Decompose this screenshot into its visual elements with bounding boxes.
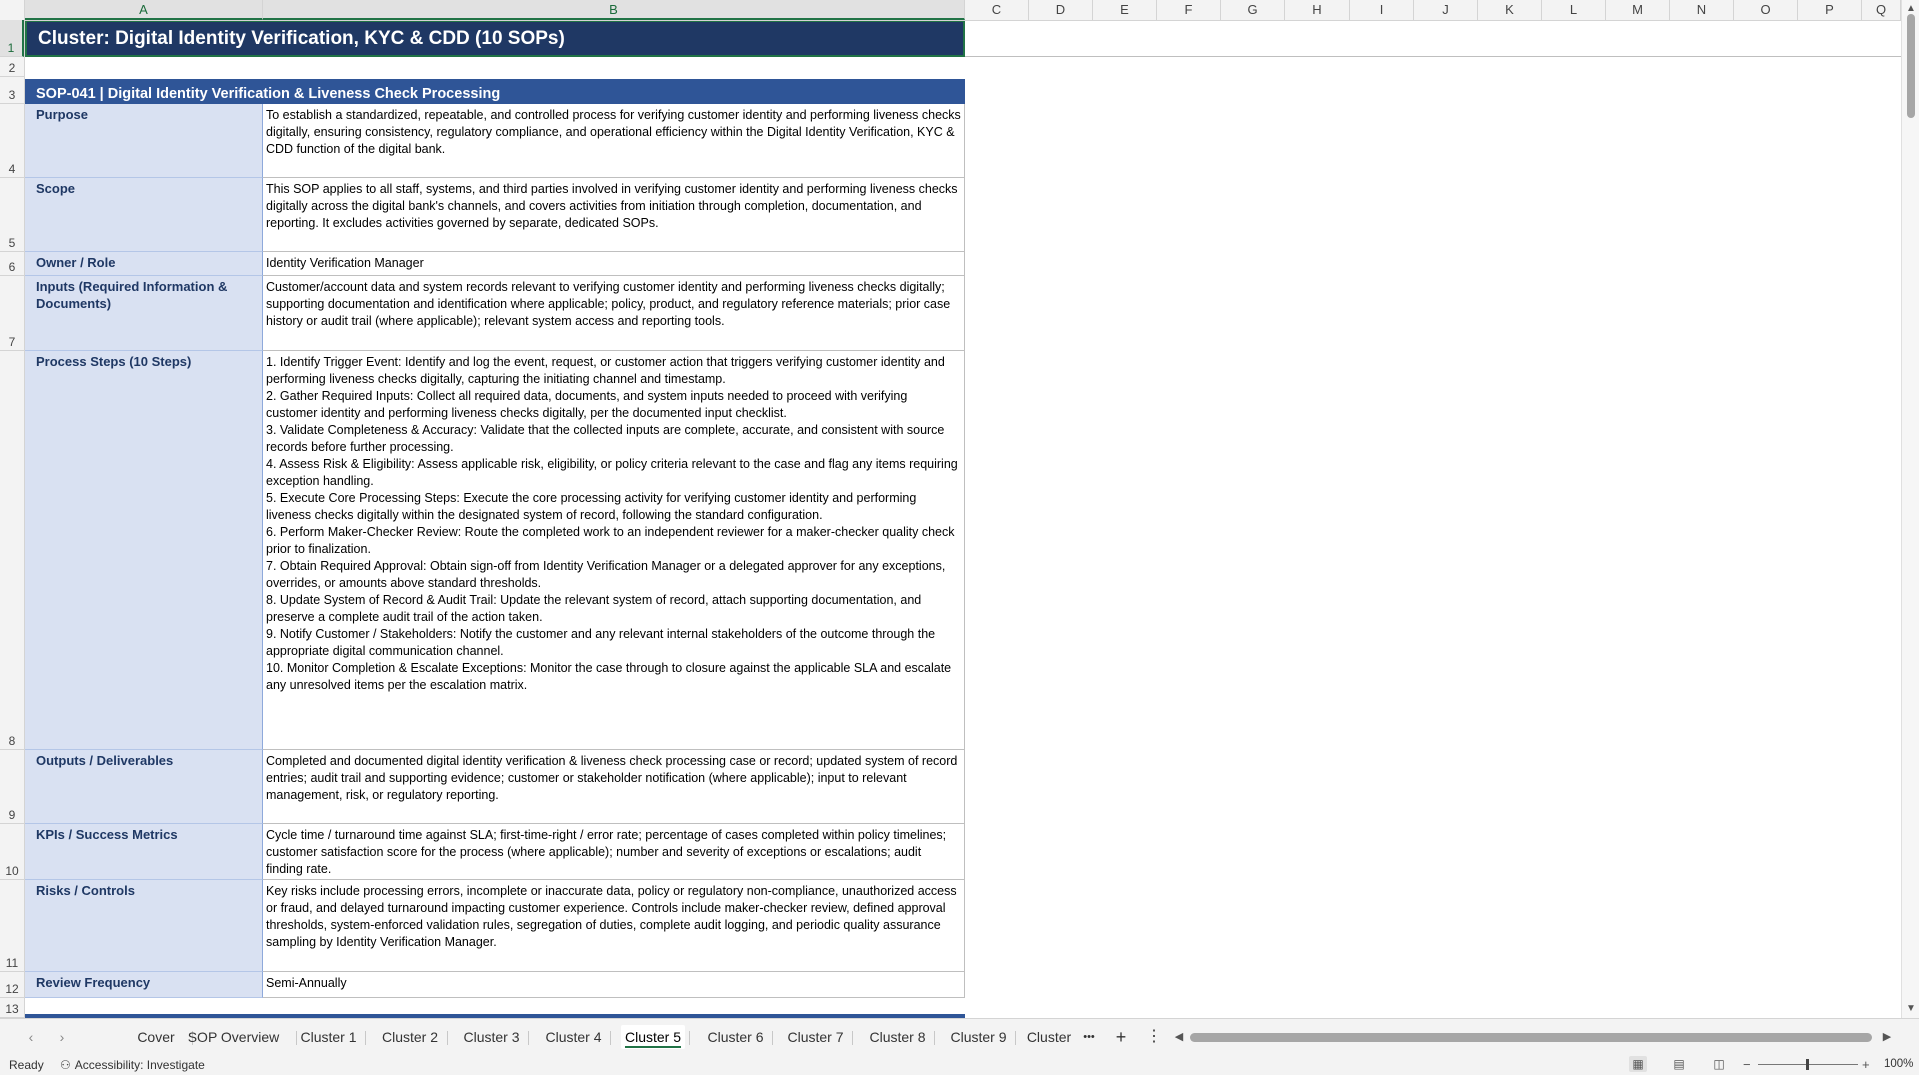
page-break-preview-icon[interactable]: ◫ <box>1713 1057 1725 1071</box>
field-value[interactable]: Customer/account data and system records relevant to verifying customer identity and performing liveness checks digitally; supporting documentation and identification where applicable; policy, product, and regulatory reference materials; prior case history or audit trail (where applicable); relevant system access and reporting tools. <box>263 276 965 351</box>
tab-separator <box>365 1031 366 1045</box>
column-header-o[interactable]: O <box>1734 0 1798 20</box>
column-header-j[interactable]: J <box>1414 0 1478 20</box>
column-header-d[interactable]: D <box>1029 0 1093 20</box>
column-header-h[interactable]: H <box>1285 0 1350 20</box>
row-header-1[interactable]: 1 <box>0 20 24 57</box>
row-header-2[interactable]: 2 <box>0 57 24 77</box>
column-header-n[interactable]: N <box>1670 0 1734 20</box>
tab-separator <box>934 1031 935 1045</box>
more-sheets-icon[interactable]: ••• <box>1083 1031 1095 1043</box>
sheet-tab[interactable]: Cluster 4 <box>545 1029 602 1045</box>
column-header-bar <box>0 0 1901 21</box>
status-ready: Ready <box>9 1058 44 1072</box>
field-value[interactable]: Semi-Annually <box>263 972 965 998</box>
sheet-tab[interactable]: Cluster <box>1026 1029 1072 1045</box>
page-layout-view-icon[interactable]: ▤ <box>1673 1057 1685 1071</box>
row-header-7[interactable]: 7 <box>0 276 24 351</box>
tab-separator <box>689 1031 690 1045</box>
zoom-slider-knob[interactable] <box>1806 1059 1809 1070</box>
zoom-slider[interactable] <box>1758 1064 1858 1065</box>
sheet-tab[interactable]: Cluster 7 <box>787 1029 844 1045</box>
row-header-bar <box>0 20 25 1018</box>
column-header-m[interactable]: M <box>1606 0 1670 20</box>
scroll-left-icon[interactable]: ◀ <box>1174 1031 1184 1043</box>
column-header-i[interactable]: I <box>1350 0 1414 20</box>
sheet-tab[interactable]: Cluster 5 <box>621 1025 685 1049</box>
accessibility-icon: ⚇ <box>60 1058 71 1072</box>
tab-separator <box>447 1031 448 1045</box>
field-value[interactable]: Key risks include processing errors, incomplete or inaccurate data, policy or regulatory non-compliance, unauthorized access or fraud, and delayed turnaround impacting customer experience. Controls include maker-checker review, defined approval thresholds, system-enforced validation rules, segregation of duties, complete audit logging, and periodic quality assurance sampling by Identity Verification Manager. <box>263 880 965 972</box>
row-header-10[interactable]: 10 <box>0 824 24 880</box>
field-value[interactable]: 1. Identify Trigger Event: Identify and log the event, request, or customer action that triggers verifying customer identity and performing liveness checks digitally, capturing the initiating channel and timestamp. 2. Gather Required Inputs: Collect all required data, documents, and system inputs needed to proceed with verifying customer identity and performing liveness checks digitally, per the documented input checklist. 3. Validate Completeness & Accuracy: Validate that the collected inputs are complete, accurate, and consistent with source records before further processing. 4. Assess Risk & Eligibility: Assess applicable risk, eligibility, or policy criteria relevant to the case and flag any items requiring exception handling. 5. Execute Core Processing Steps: Execute the core processing activity for verifying customer identity and performing liveness checks digitally within the designated system of record, following the standard configuration. 6. Perform Maker-Checker Review: Route the completed work to an independent reviewer for a maker-checker quality check prior to finalization. 7. Obtain Required Approval: Obtain sign-off from Identity Verification Manager or a delegated approver for any exceptions, overrides, or amounts above standard thresholds. 8. Update System of Record & Audit Trail: Update the relevant system of record, attach supporting documentation, and preserve a complete audit trail of the action taken. 9. Notify Customer / Stakeholders: Notify the customer and any relevant internal stakeholders of the outcome through the appropriate digital communication channel. 10. Monitor Completion & Escalate Exceptions: Monitor the case through to closure against the applicable SLA and escalate any unresolved items per the escalation matrix. <box>263 351 965 750</box>
tab-separator <box>610 1031 611 1045</box>
sheet-tab[interactable]: SOP Overview <box>187 1029 280 1045</box>
add-sheet-icon[interactable]: + <box>1115 1027 1127 1047</box>
column-header-p[interactable]: P <box>1798 0 1862 20</box>
cluster-title-cell[interactable]: Cluster: Digital Identity Verification, KYC & CDD (10 SOPs) <box>25 21 965 57</box>
zoom-in-button[interactable]: + <box>1862 1057 1870 1072</box>
row-header-4[interactable]: 4 <box>0 104 24 178</box>
vertical-scrollbar[interactable] <box>1901 0 1919 1018</box>
row-header-11[interactable]: 11 <box>0 880 24 972</box>
column-header-q[interactable]: Q <box>1862 0 1901 20</box>
sheet-options-icon[interactable]: ⋮ <box>1146 1028 1162 1045</box>
sheet-tab[interactable]: Cluster 3 <box>463 1029 520 1045</box>
scroll-up-icon[interactable]: ▲ <box>1906 3 1916 14</box>
sheet-tab-bar <box>0 1018 1919 1056</box>
vertical-scroll-thumb[interactable] <box>1907 14 1915 118</box>
sheet-tab[interactable]: Cluster 2 <box>381 1029 439 1045</box>
scroll-right-icon[interactable]: ▶ <box>1882 1031 1892 1043</box>
row-header-3[interactable]: 3 <box>0 77 24 104</box>
field-label[interactable]: KPIs / Success Metrics <box>25 824 263 880</box>
row-header-12[interactable]: 12 <box>0 972 24 998</box>
field-label[interactable]: Risks / Controls <box>25 880 263 972</box>
accessibility-checker[interactable] <box>60 1058 205 1072</box>
accessibility-label: Accessibility: Investigate <box>74 1058 205 1072</box>
row-header-9[interactable]: 9 <box>0 750 24 824</box>
column-header-e[interactable]: E <box>1093 0 1157 20</box>
status-bar <box>0 1055 1919 1075</box>
sheet-grid[interactable] <box>25 21 1901 1018</box>
field-label[interactable]: Process Steps (10 Steps) <box>25 351 263 750</box>
field-label[interactable]: Purpose <box>25 104 263 178</box>
sheet-tab[interactable]: Cluster 6 <box>707 1029 764 1045</box>
sop-header-cell[interactable]: SOP-041 | Digital Identity Verification & Liveness Check Processing <box>25 79 965 104</box>
tab-separator <box>528 1031 529 1045</box>
tab-separator <box>772 1031 773 1045</box>
row-header-13[interactable]: 13 <box>0 998 24 1018</box>
row1-gridline <box>965 21 1901 57</box>
normal-view-icon[interactable]: ▦ <box>1629 1056 1647 1072</box>
column-header-l[interactable]: L <box>1542 0 1606 20</box>
tab-scroll-next-icon[interactable]: › <box>59 1029 65 1045</box>
horizontal-scrollbar[interactable] <box>1172 1029 1894 1045</box>
scroll-down-icon[interactable]: ▼ <box>1906 1003 1916 1014</box>
sheet-tab[interactable]: Cover <box>137 1029 175 1045</box>
sheet-tab[interactable]: Cluster 1 <box>300 1029 357 1045</box>
field-value[interactable]: Completed and documented digital identity verification & liveness check processing case or record; updated system of record entries; audit trail and supporting evidence; customer or stakeholder notification (where applicable); input to relevant management, risk, or regulatory reporting. <box>263 750 965 824</box>
field-value[interactable]: Identity Verification Manager <box>263 252 965 276</box>
column-header-f[interactable]: F <box>1157 0 1221 20</box>
field-label[interactable]: Scope <box>25 178 263 252</box>
column-header-a[interactable]: A <box>25 0 263 20</box>
field-label[interactable]: Review Frequency <box>25 972 263 998</box>
field-label[interactable]: Inputs (Required Information & Documents) <box>25 276 263 351</box>
row-header-8[interactable]: 8 <box>0 351 24 750</box>
sheet-tab[interactable]: Cluster 9 <box>950 1029 1007 1045</box>
row-header-5[interactable]: 5 <box>0 178 24 252</box>
field-value[interactable]: Cycle time / turnaround time against SLA; first-time-right / error rate; percentage of cases completed within policy timelines; customer satisfaction score for the process (where applicable); number and severity of exceptions or escalations; audit finding rate. <box>263 824 965 880</box>
horizontal-scroll-thumb[interactable] <box>1190 1033 1872 1042</box>
column-header-k[interactable]: K <box>1478 0 1542 20</box>
field-value[interactable]: This SOP applies to all staff, systems, and third parties involved in verifying customer identity and performing liveness checks digitally across the digital bank's channels, and covers activities from initiation through completion, documentation, and reporting. It excludes activities governed by separate, dedicated SOPs. <box>263 178 965 252</box>
field-value[interactable]: To establish a standardized, repeatable, and controlled process for verifying customer identity and performing liveness checks digitally, ensuring consistency, regulatory compliance, and operational efficiency within the Digital Identity Verification, KYC & CDD function of the digital bank. <box>263 104 965 178</box>
row-header-6[interactable]: 6 <box>0 252 24 276</box>
field-label[interactable]: Owner / Role <box>25 252 263 276</box>
column-header-g[interactable]: G <box>1221 0 1285 20</box>
select-all-corner[interactable] <box>0 0 25 20</box>
tab-separator <box>1015 1031 1016 1045</box>
sheet-tab[interactable]: Cluster 8 <box>869 1029 926 1045</box>
zoom-out-button[interactable]: − <box>1743 1057 1751 1072</box>
zoom-level[interactable]: 100% <box>1884 1058 1914 1070</box>
tab-separator <box>852 1031 853 1045</box>
column-header-b[interactable]: B <box>263 0 965 20</box>
field-label[interactable]: Outputs / Deliverables <box>25 750 263 824</box>
column-header-c[interactable]: C <box>965 0 1029 20</box>
tab-scroll-prev-icon[interactable]: ‹ <box>28 1029 34 1045</box>
